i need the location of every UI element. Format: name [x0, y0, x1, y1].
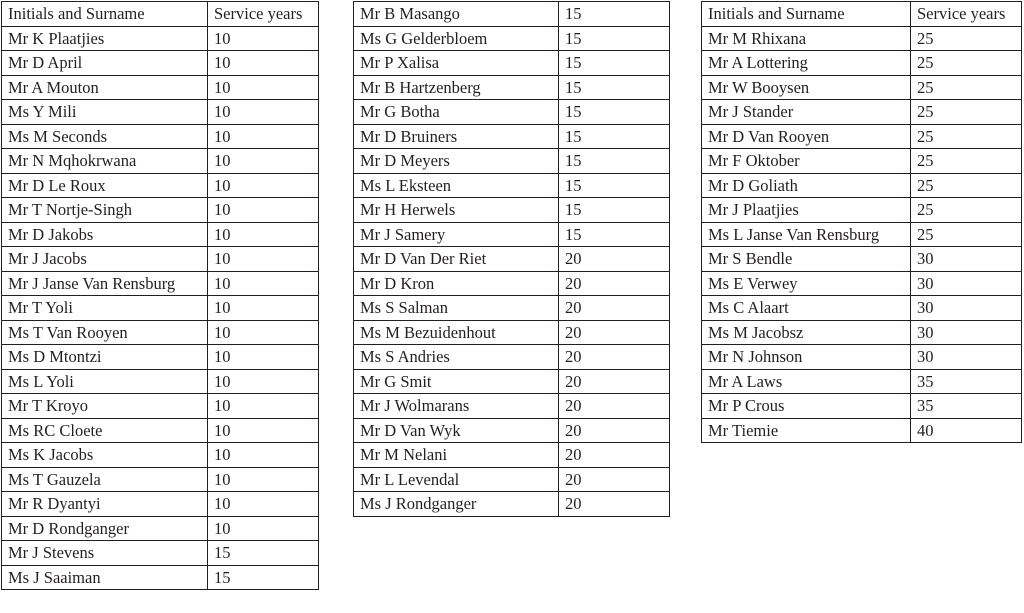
name-cell: Mr D Van Rooyen: [702, 124, 911, 149]
table-row: [702, 247, 1022, 272]
table-row: [354, 394, 670, 419]
years-cell: 20: [559, 467, 670, 492]
table-row: [702, 198, 1022, 223]
years-cell: 25: [911, 149, 1022, 174]
table-row: [702, 26, 1022, 51]
table-row: [354, 492, 670, 517]
years-cell: 15: [208, 541, 319, 566]
years-cell: 10: [208, 247, 319, 272]
name-cell: Mr D Meyers: [354, 149, 559, 174]
table-row: [702, 222, 1022, 247]
years-cell: 10: [208, 320, 319, 345]
years-cell: 25: [911, 26, 1022, 51]
years-cell: 20: [559, 296, 670, 321]
name-cell: Mr D Bruiners: [354, 124, 559, 149]
name-cell: Ms G Gelderbloem: [354, 26, 559, 51]
name-cell: Mr D Rondganger: [2, 516, 208, 541]
name-cell: Mr M Rhixana: [702, 26, 911, 51]
table-row: [2, 222, 319, 247]
table-row: [702, 320, 1022, 345]
years-cell: 10: [208, 271, 319, 296]
table-row: [2, 345, 319, 370]
table-row: [2, 124, 319, 149]
name-cell: Mr J Wolmarans: [354, 394, 559, 419]
table-row: [354, 320, 670, 345]
years-cell: 20: [559, 443, 670, 468]
table-row: [702, 100, 1022, 125]
table-row: [2, 369, 319, 394]
name-cell: Mr B Masango: [354, 2, 559, 27]
years-cell: 10: [208, 198, 319, 223]
name-cell: Mr J Stander: [702, 100, 911, 125]
service-table-1: [1, 1, 319, 590]
years-cell: 20: [559, 345, 670, 370]
name-cell: Mr T Nortje-Singh: [2, 198, 208, 223]
name-cell: Mr H Herwels: [354, 198, 559, 223]
years-cell: 15: [208, 565, 319, 590]
name-cell: Mr A Laws: [702, 369, 911, 394]
years-cell: 30: [911, 247, 1022, 272]
years-cell: 40: [911, 418, 1022, 443]
name-cell: Mr G Smit: [354, 369, 559, 394]
years-cell: 15: [559, 2, 670, 27]
column-header-years: Service years: [911, 2, 1022, 27]
years-cell: 10: [208, 418, 319, 443]
table-row: [354, 100, 670, 125]
years-cell: 15: [559, 149, 670, 174]
table-row: [2, 467, 319, 492]
table-row: [2, 516, 319, 541]
table-row: [354, 26, 670, 51]
name-cell: Mr D Van Wyk: [354, 418, 559, 443]
years-cell: 10: [208, 149, 319, 174]
years-cell: 15: [559, 100, 670, 125]
years-cell: 15: [559, 198, 670, 223]
years-cell: 25: [911, 173, 1022, 198]
years-cell: 25: [911, 100, 1022, 125]
table-row: [2, 394, 319, 419]
table-row: [2, 492, 319, 517]
years-cell: 20: [559, 492, 670, 517]
name-cell: Ms S Salman: [354, 296, 559, 321]
name-cell: Ms J Rondganger: [354, 492, 559, 517]
table-row: [2, 541, 319, 566]
years-cell: 15: [559, 75, 670, 100]
years-cell: 25: [911, 51, 1022, 76]
table-row: [702, 51, 1022, 76]
name-cell: Mr G Botha: [354, 100, 559, 125]
name-cell: Mr D Le Roux: [2, 173, 208, 198]
table-row: [354, 198, 670, 223]
years-cell: 35: [911, 369, 1022, 394]
name-cell: Mr D April: [2, 51, 208, 76]
name-cell: Ms RC Cloete: [2, 418, 208, 443]
years-cell: 10: [208, 369, 319, 394]
name-cell: Mr J Plaatjies: [702, 198, 911, 223]
name-cell: Ms T Gauzela: [2, 467, 208, 492]
name-cell: Mr J Stevens: [2, 541, 208, 566]
table-row: [2, 443, 319, 468]
header-row: [702, 2, 1022, 27]
table-row: [2, 565, 319, 590]
years-cell: 30: [911, 345, 1022, 370]
years-cell: 25: [911, 222, 1022, 247]
years-cell: 10: [208, 443, 319, 468]
years-cell: 20: [559, 418, 670, 443]
table-row: [702, 271, 1022, 296]
table-row: [354, 345, 670, 370]
years-cell: 10: [208, 222, 319, 247]
table-row: [2, 149, 319, 174]
table-row: [2, 296, 319, 321]
name-cell: Mr Tiemie: [702, 418, 911, 443]
name-cell: Mr S Bendle: [702, 247, 911, 272]
years-cell: 10: [208, 467, 319, 492]
table-row: [354, 467, 670, 492]
years-cell: 35: [911, 394, 1022, 419]
table-row: [354, 222, 670, 247]
name-cell: Mr D Van Der Riet: [354, 247, 559, 272]
name-cell: Mr J Samery: [354, 222, 559, 247]
name-cell: Ms J Saaiman: [2, 565, 208, 590]
name-cell: Ms L Eksteen: [354, 173, 559, 198]
years-cell: 10: [208, 75, 319, 100]
table-row: [2, 51, 319, 76]
table-row: [354, 369, 670, 394]
table-row: [354, 418, 670, 443]
years-cell: 15: [559, 124, 670, 149]
name-cell: Mr R Dyantyi: [2, 492, 208, 517]
table-row: [354, 124, 670, 149]
table-row: [2, 100, 319, 125]
years-cell: 25: [911, 198, 1022, 223]
name-cell: Ms K Jacobs: [2, 443, 208, 468]
name-cell: Mr M Nelani: [354, 443, 559, 468]
table-row: [702, 124, 1022, 149]
name-cell: Mr A Lottering: [702, 51, 911, 76]
name-cell: Ms M Jacobsz: [702, 320, 911, 345]
name-cell: Mr D Kron: [354, 271, 559, 296]
table-row: [354, 2, 670, 27]
name-cell: Mr D Goliath: [702, 173, 911, 198]
years-cell: 10: [208, 100, 319, 125]
column-header-name: Initials and Surname: [2, 2, 208, 27]
name-cell: Ms E Verwey: [702, 271, 911, 296]
name-cell: Mr P Xalisa: [354, 51, 559, 76]
table-row: [354, 271, 670, 296]
name-cell: Mr D Jakobs: [2, 222, 208, 247]
name-cell: Ms M Bezuidenhout: [354, 320, 559, 345]
table-row: [2, 320, 319, 345]
years-cell: 20: [559, 394, 670, 419]
name-cell: Mr K Plaatjies: [2, 26, 208, 51]
years-cell: 10: [208, 516, 319, 541]
name-cell: Ms L Janse Van Rensburg: [702, 222, 911, 247]
years-cell: 30: [911, 296, 1022, 321]
name-cell: Mr F Oktober: [702, 149, 911, 174]
years-cell: 10: [208, 296, 319, 321]
years-cell: 30: [911, 271, 1022, 296]
service-table-2: [353, 1, 670, 517]
years-cell: 10: [208, 173, 319, 198]
years-cell: 10: [208, 345, 319, 370]
table-row: [2, 198, 319, 223]
name-cell: Ms C Alaart: [702, 296, 911, 321]
name-cell: Mr A Mouton: [2, 75, 208, 100]
table-row: [702, 394, 1022, 419]
years-cell: 20: [559, 320, 670, 345]
name-cell: Ms S Andries: [354, 345, 559, 370]
name-cell: Mr L Levendal: [354, 467, 559, 492]
years-cell: 20: [559, 369, 670, 394]
name-cell: Mr N Mqhokrwana: [2, 149, 208, 174]
table-row: [354, 443, 670, 468]
table-row: [2, 75, 319, 100]
name-cell: Ms M Seconds: [2, 124, 208, 149]
years-cell: 20: [559, 247, 670, 272]
name-cell: Mr W Booysen: [702, 75, 911, 100]
service-table-3: [701, 1, 1022, 443]
name-cell: Mr T Yoli: [2, 296, 208, 321]
name-cell: Mr N Johnson: [702, 345, 911, 370]
table-row: [702, 149, 1022, 174]
name-cell: Mr P Crous: [702, 394, 911, 419]
header-row: [2, 2, 319, 27]
table-row: [2, 173, 319, 198]
years-cell: 25: [911, 75, 1022, 100]
name-cell: Ms Y Mili: [2, 100, 208, 125]
name-cell: Mr J Janse Van Rensburg: [2, 271, 208, 296]
years-cell: 25: [911, 124, 1022, 149]
table-row: [702, 418, 1022, 443]
table-row: [702, 345, 1022, 370]
table-row: [2, 247, 319, 272]
table-row: [702, 173, 1022, 198]
table-row: [702, 75, 1022, 100]
table-row: [354, 296, 670, 321]
table-row: [2, 418, 319, 443]
years-cell: 10: [208, 26, 319, 51]
name-cell: Ms D Mtontzi: [2, 345, 208, 370]
years-cell: 15: [559, 222, 670, 247]
name-cell: Ms L Yoli: [2, 369, 208, 394]
table-row: [2, 271, 319, 296]
years-cell: 15: [559, 26, 670, 51]
column-header-name: Initials and Surname: [702, 2, 911, 27]
table-row: [354, 51, 670, 76]
years-cell: 10: [208, 124, 319, 149]
name-cell: Ms T Van Rooyen: [2, 320, 208, 345]
table-row: [354, 75, 670, 100]
column-header-years: Service years: [208, 2, 319, 27]
name-cell: Mr J Jacobs: [2, 247, 208, 272]
table-row: [354, 247, 670, 272]
table-row: [354, 173, 670, 198]
years-cell: 20: [559, 271, 670, 296]
table-row: [354, 149, 670, 174]
years-cell: 10: [208, 394, 319, 419]
years-cell: 15: [559, 51, 670, 76]
years-cell: 30: [911, 320, 1022, 345]
years-cell: 15: [559, 173, 670, 198]
years-cell: 10: [208, 492, 319, 517]
name-cell: Mr T Kroyo: [2, 394, 208, 419]
name-cell: Mr B Hartzenberg: [354, 75, 559, 100]
table-row: [2, 26, 319, 51]
years-cell: 10: [208, 51, 319, 76]
table-row: [702, 369, 1022, 394]
table-row: [702, 296, 1022, 321]
